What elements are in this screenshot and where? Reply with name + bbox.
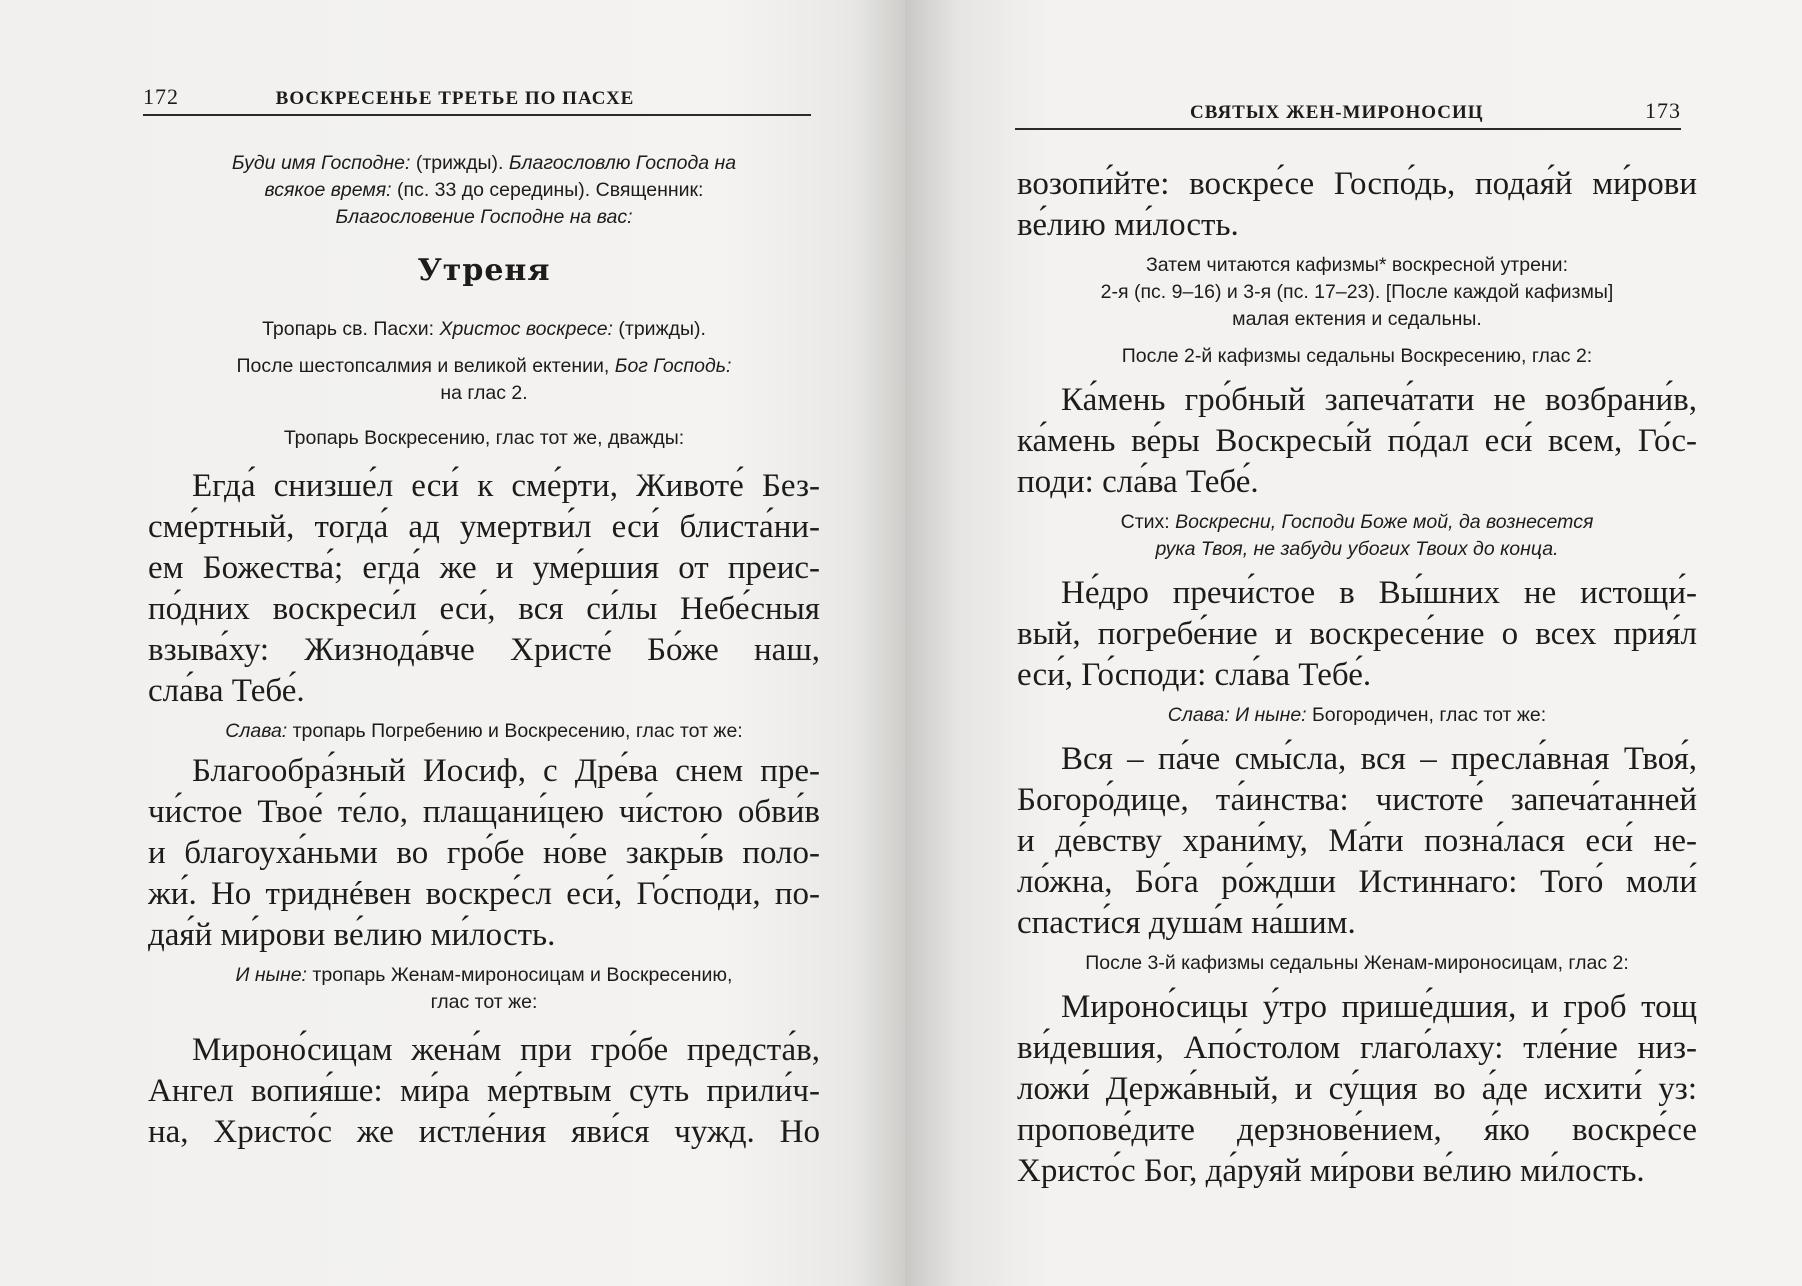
troparion-text: Благообра́зный Иосиф, с Дре́ва снем пре- чи́стое Твое́ те́ло, плащани́цею чи́стою обви́в и благоуха́ньми во гро́бе но́ве закры́в поло- жи́. Но триднéвен воскре́сл еси́, Го́споди, по- дая́й ми́рови ве́лию ми́лость. (148, 753, 820, 953)
troparion-text: Не́дро пречи́стое в Вы́шних не истощи́- вый, погребе́ние и воскресе́ние о всех прия́л еси́, Го́споди: сла́ва Тебе́. (1017, 575, 1697, 693)
rubric: И ныне: тропарь Женам-мироносицам и Воскресению, глас тот же: (235, 964, 733, 1013)
troparion-text: Мироно́сицы у́тро прише́дшия, и гроб тощ ви́девшия, Апо́столом глаго́лаху: тле́ние низ- ложи́ Держа́вный, и су́щия во а́де исхити́ уз: пропове́дите дерзнове́нием, я́ко воскре́се Христо́с Бог, да́руяй ми́рови ве́лию ми́лость. (1017, 989, 1697, 1189)
right-page (905, 0, 1802, 1286)
troparion-text: Егда́ снизше́л еси́ к сме́рти, Животе́ Без- сме́ртный, тогда́ ад умертви́л еси́ блиста́ни- ем Божества́; егда́ же и уме́ршия от преис- по́дних воскреси́л еси́, вся си́лы Небе́сныя взыва́ху: Жизнода́вче Христе́ Бо́же наш, сла́ва Тебе́. (148, 468, 820, 709)
rubric: После 2-й кафизмы седальны Воскресению, глас 2: (1121, 345, 1593, 367)
rubric: Стих: Воскресни, Господи Боже мой, да вознесется рука Твоя, не забуди убогих Твоих до конца. (1120, 511, 1594, 560)
rubric: После шестопсалмия и великой ектении, Бог Господь: на глас 2. (236, 355, 732, 404)
text-column (1017, 164, 1697, 1192)
page-number: 173 (1645, 98, 1681, 123)
page-number: 172 (143, 84, 179, 109)
rubric: Слава: тропарь Погребению и Воскресению, глас тот же: (225, 720, 743, 742)
section-heading: Утреня (417, 253, 551, 288)
rubric: Тропарь св. Пасхи: Христос воскресе: (трижды). (262, 318, 706, 340)
running-header (1015, 98, 1681, 130)
rubric: Буди имя Господне: (трижды). Благословлю Господа на всякое время: (пс. 33 до середины). Священник: Благословение Господне на вас: (231, 152, 737, 228)
rubric: Слава: И ныне: Богородичен, глас тот же: (1167, 704, 1547, 726)
troparion-text: Вся – па́че смы́сла, вся – пресла́вная Твоя́, Богоро́дице, та́инства: чистоте́ запеча́танней и де́вству храни́му, Ма́ти позна́лася еси́ не- ло́жна, Бо́га ро́ждши Истиннаго: Того́ моли́ спасти́ся душа́м на́шим. (1017, 741, 1697, 941)
running-title: СВЯТЫХ ЖЕН-МИРОНОСИЦ (1190, 102, 1484, 123)
rubric: Тропарь Воскресению, глас тот же, дважды: (283, 427, 685, 449)
text-column (148, 150, 820, 1153)
troparion-text: возопи́йте: воскре́се Госпо́дь, подая́й ми́рови ве́лию ми́лость. (1017, 166, 1697, 243)
troparion-text: Ка́мень гро́бный запеча́тати не возбрани́в, ка́мень ве́ры Воскресы́й по́дал еси́ всем, Го́с- поди: сла́ва Тебе́. (1017, 382, 1697, 500)
rubric: После 3-й кафизмы седальны Женам-мироносицам, глас 2: (1085, 952, 1629, 974)
running-title: ВОСКРЕСЕНЬЕ ТРЕТЬЕ ПО ПАСХЕ (275, 88, 635, 109)
running-header (143, 84, 811, 116)
rubric: Затем читаются кафизмы* воскресной утрени: 2-я (пс. 9–16) и 3-я (пс. 17–23). [После каждой кафизмы] малая ектения и седальны. (1100, 254, 1614, 330)
troparion-text: Мироно́сицам жена́м при гро́бе предста́в, Ангел вопия́ше: ми́ра ме́ртвым суть прили́ч- на, Христо́с же истле́ния яви́ся чужд. Но (148, 1032, 820, 1150)
